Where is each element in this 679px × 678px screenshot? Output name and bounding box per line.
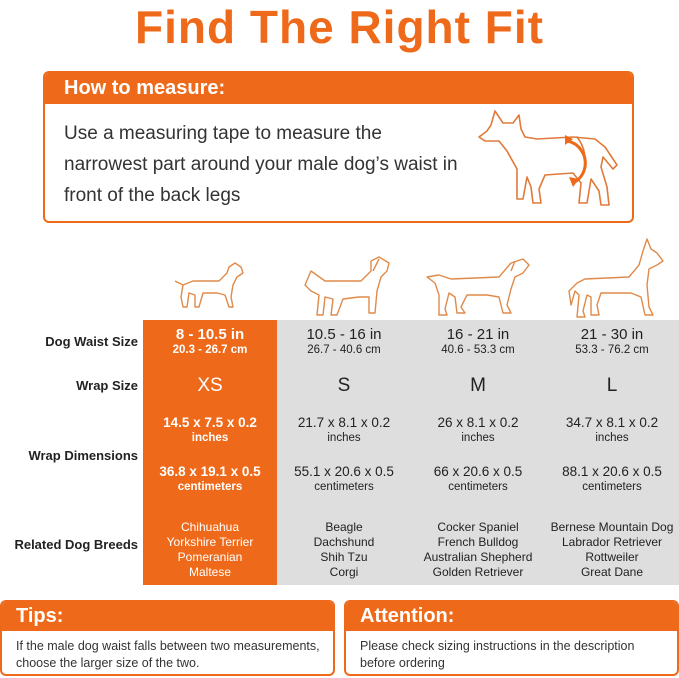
- dims-inches-cell: [277, 415, 411, 446]
- waist-cm: 53.3 - 76.2 cm: [575, 344, 649, 356]
- tips-text: If the male dog waist falls between two measurements, choose the larger size of the two.: [16, 639, 320, 670]
- dog-measure-icon: [473, 107, 623, 219]
- dims-cm-unit: centimeters: [448, 481, 508, 493]
- row-label-wrap-dimensions: Wrap Dimensions: [28, 448, 138, 463]
- wrap-size-cell: L: [606, 375, 618, 396]
- dog-s-icon: [277, 235, 411, 320]
- dims-cm-unit: centimeters: [582, 481, 642, 493]
- dims-cm-unit: centimeters: [177, 481, 243, 493]
- dims-inches-value: 21.7 x 8.1 x 0.2: [297, 415, 391, 430]
- dims-inches-value: 34.7 x 8.1 x 0.2: [565, 415, 659, 430]
- wrap-size-cell: S: [337, 375, 351, 396]
- row-label-waist: Dog Waist Size: [45, 334, 138, 349]
- breed-item: Golden Retriever: [432, 565, 524, 579]
- waist-cell: [143, 326, 277, 357]
- dog-xs-icon: [143, 235, 277, 320]
- breed-item: Labrador Retriever: [561, 535, 663, 549]
- attention-heading: Attention:: [346, 602, 677, 631]
- dims-inches-unit: inches: [327, 432, 361, 444]
- breed-item: Pomeranian: [177, 550, 243, 564]
- breed-item: Rottweiler: [585, 550, 639, 564]
- dims-cm-cell: [277, 464, 411, 495]
- breed-item: Yorkshire Terrier: [166, 535, 254, 549]
- breed-item: French Bulldog: [437, 535, 519, 549]
- dims-inches-cell: [545, 415, 679, 446]
- dims-inches-unit: inches: [595, 432, 629, 444]
- page-title: Find The Right Fit: [135, 1, 544, 53]
- dims-cm-unit: centimeters: [314, 481, 374, 493]
- dims-cm-value: 55.1 x 20.6 x 0.5: [294, 464, 394, 479]
- wrap-size-cell: XS: [197, 375, 223, 396]
- breed-item: Dachshund: [313, 535, 375, 549]
- waist-inches: 10.5 - 16 in: [306, 326, 382, 343]
- waist-cell: [411, 326, 545, 357]
- waist-cell: [545, 326, 679, 357]
- attention-text: Please check sizing instructions in the description before ordering: [360, 639, 635, 670]
- dog-m-icon: [411, 235, 545, 320]
- dims-inches-value: 14.5 x 7.5 x 0.2: [163, 415, 257, 430]
- breeds-cell: [143, 520, 277, 580]
- breeds-cell: [411, 520, 545, 580]
- breed-item: Maltese: [188, 565, 232, 579]
- dims-inches-unit: inches: [461, 432, 495, 444]
- how-to-measure-heading: How to measure:: [45, 73, 632, 104]
- wrap-size-cell: M: [470, 375, 486, 396]
- waist-cm: 26.7 - 40.6 cm: [307, 344, 381, 356]
- waist-inches: 8 - 10.5 in: [175, 326, 245, 343]
- breeds-cell: [545, 520, 679, 580]
- tips-heading: Tips:: [2, 602, 333, 631]
- dims-cm-cell: [411, 464, 545, 495]
- how-to-measure-text: Use a measuring tape to measure the narrowest part around your male dog’s waist in front of the back legs: [64, 123, 458, 206]
- breed-item: Cocker Spaniel: [437, 520, 519, 534]
- dims-cm-value: 66 x 20.6 x 0.5: [433, 464, 523, 479]
- row-label-breeds: Related Dog Breeds: [14, 537, 138, 552]
- waist-inches: 21 - 30 in: [580, 326, 644, 343]
- attention-box: [344, 600, 679, 676]
- breed-item: Great Dane: [580, 565, 644, 579]
- waist-inches: 16 - 21 in: [446, 326, 510, 343]
- waist-cm: 40.6 - 53.3 cm: [441, 344, 515, 356]
- tips-box: [0, 600, 335, 676]
- how-to-measure-box: [43, 71, 634, 223]
- size-table: [0, 320, 679, 585]
- breed-item: Chihuahua: [180, 520, 240, 534]
- row-label-wrap-size: Wrap Size: [76, 378, 138, 393]
- dims-cm-value: 88.1 x 20.6 x 0.5: [562, 464, 662, 479]
- dims-inches-value: 26 x 8.1 x 0.2: [437, 415, 519, 430]
- dims-cm-cell: [545, 464, 679, 495]
- breed-item: Bernese Mountain Dog: [550, 520, 674, 534]
- dog-illustrations: [143, 235, 679, 320]
- dims-cm-value: 36.8 x 19.1 x 0.5: [159, 464, 261, 479]
- dog-l-icon: [545, 235, 679, 320]
- dims-cm-cell: [143, 464, 277, 495]
- dims-inches-unit: inches: [191, 432, 229, 444]
- breed-item: Australian Shepherd: [423, 550, 533, 564]
- waist-cm: 20.3 - 26.7 cm: [172, 344, 248, 356]
- breed-item: Beagle: [325, 520, 363, 534]
- waist-cell: [277, 326, 411, 357]
- dims-inches-cell: [411, 415, 545, 446]
- breed-item: Shih Tzu: [320, 550, 368, 564]
- breeds-cell: [277, 520, 411, 580]
- dims-inches-cell: [143, 415, 277, 446]
- breed-item: Corgi: [329, 565, 359, 579]
